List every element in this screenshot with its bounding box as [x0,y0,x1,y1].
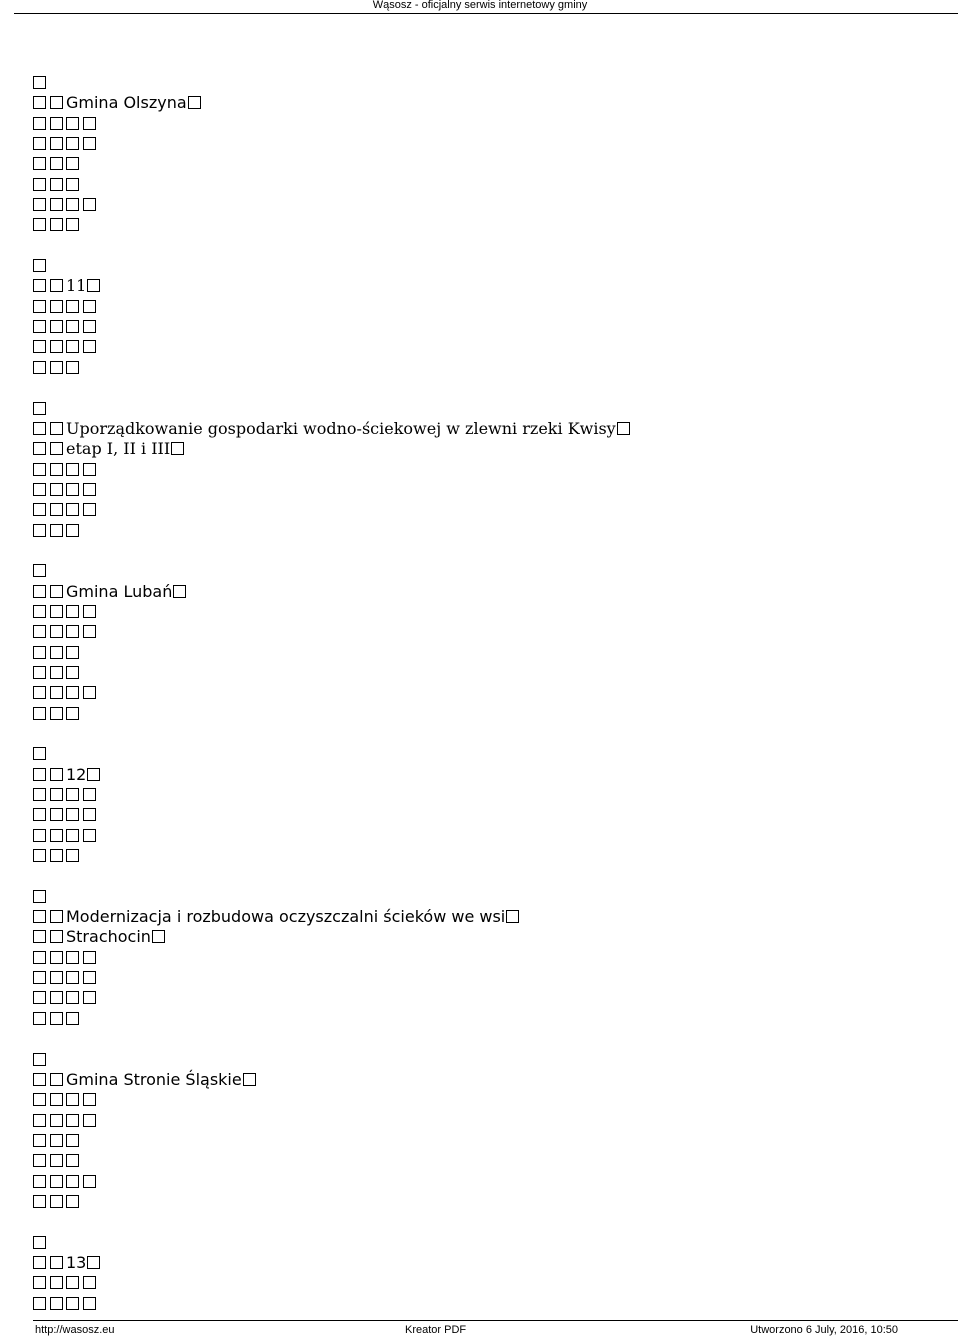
missing-glyph-icon [87,1256,100,1269]
document-line [33,1294,933,1314]
missing-glyph-icon [50,361,63,374]
missing-glyph-icon [33,361,46,374]
line-text: Gmina Olszyna [66,93,187,113]
missing-glyph-icon [50,300,63,313]
missing-glyph-icon [50,625,63,638]
missing-glyph-icon [66,178,79,191]
missing-glyph-icon [50,340,63,353]
blank-line [33,724,933,744]
missing-glyph-icon [66,1012,79,1025]
missing-glyph-icon [33,1195,46,1208]
missing-glyph-icon [33,1114,46,1127]
missing-glyph-icon [50,971,63,984]
missing-glyph-icon [33,218,46,231]
missing-glyph-icon [33,1012,46,1025]
document-line [33,154,933,174]
line-text: 11 [66,276,87,296]
blank-line [33,1212,933,1232]
missing-glyph-icon [617,422,630,435]
missing-glyph-icon [83,1093,96,1106]
document-line [33,1172,933,1192]
missing-glyph-icon [33,1093,46,1106]
missing-glyph-icon [33,971,46,984]
line-text: Gmina Lubań [66,581,173,601]
document-body [33,73,933,1314]
missing-glyph-icon [50,991,63,1004]
document-line [33,1070,933,1090]
missing-glyph-icon [33,524,46,537]
document-line [33,399,933,419]
missing-glyph-icon [66,361,79,374]
missing-glyph-icon [33,1256,46,1269]
missing-glyph-icon [33,96,46,109]
missing-glyph-icon [50,483,63,496]
line-text: 12 [66,764,87,784]
missing-glyph-icon [66,971,79,984]
document-line [33,948,933,968]
document-line [33,1050,933,1070]
missing-glyph-icon [50,1297,63,1310]
missing-glyph-icon [83,1276,96,1289]
missing-glyph-icon [33,503,46,516]
missing-glyph-icon [66,707,79,720]
document-line [33,1151,933,1171]
document-line [33,419,933,439]
missing-glyph-icon [66,1154,79,1167]
missing-glyph-icon [50,829,63,842]
missing-glyph-icon [66,991,79,1004]
missing-glyph-icon [83,1114,96,1127]
document-line [33,195,933,215]
missing-glyph-icon [33,951,46,964]
missing-glyph-icon [33,686,46,699]
missing-glyph-icon [33,808,46,821]
missing-glyph-icon [50,1195,63,1208]
missing-glyph-icon [50,910,63,923]
document-line [33,358,933,378]
missing-glyph-icon [83,829,96,842]
missing-glyph-icon [83,625,96,638]
footer-url: http://wasosz.eu [35,1324,115,1336]
missing-glyph-icon [50,1114,63,1127]
document-line [33,317,933,337]
missing-glyph-icon [33,930,46,943]
document-line [33,256,933,276]
missing-glyph-icon [50,96,63,109]
missing-glyph-icon [66,605,79,618]
missing-glyph-icon [33,157,46,170]
blank-line [33,541,933,561]
missing-glyph-icon [33,422,46,435]
document-line [33,887,933,907]
footer-created: Utworzono 6 July, 2016, 10:50 [750,1324,898,1336]
missing-glyph-icon [33,340,46,353]
missing-glyph-icon [66,686,79,699]
document-line [33,663,933,683]
header-divider [14,13,958,14]
document-line [33,846,933,866]
missing-glyph-icon [66,157,79,170]
blank-line [33,236,933,256]
missing-glyph-icon [33,707,46,720]
missing-glyph-icon [50,646,63,659]
missing-glyph-icon [83,503,96,516]
document-line [33,907,933,927]
missing-glyph-icon [50,198,63,211]
missing-glyph-icon [83,340,96,353]
missing-glyph-icon [83,788,96,801]
missing-glyph-icon [66,646,79,659]
footer-generator: Kreator PDF [405,1324,467,1336]
missing-glyph-icon [66,320,79,333]
missing-glyph-icon [66,788,79,801]
missing-glyph-icon [33,483,46,496]
missing-glyph-icon [66,625,79,638]
missing-glyph-icon [33,666,46,679]
missing-glyph-icon [83,971,96,984]
missing-glyph-icon [33,402,46,415]
missing-glyph-icon [50,788,63,801]
missing-glyph-icon [33,890,46,903]
missing-glyph-icon [83,605,96,618]
document-line [33,988,933,1008]
missing-glyph-icon [33,1297,46,1310]
document-line [33,643,933,663]
missing-glyph-icon [50,279,63,292]
missing-glyph-icon [50,808,63,821]
missing-glyph-icon [173,585,186,598]
missing-glyph-icon [83,463,96,476]
missing-glyph-icon [33,1236,46,1249]
missing-glyph-icon [33,625,46,638]
document-line [33,561,933,581]
document-line [33,927,933,947]
missing-glyph-icon [50,117,63,130]
missing-glyph-icon [83,320,96,333]
missing-glyph-icon [50,849,63,862]
missing-glyph-icon [50,605,63,618]
missing-glyph-icon [171,442,184,455]
missing-glyph-icon [66,483,79,496]
document-line [33,785,933,805]
missing-glyph-icon [50,137,63,150]
missing-glyph-icon [33,564,46,577]
document-line [33,1273,933,1293]
document-line [33,276,933,296]
missing-glyph-icon [50,951,63,964]
missing-glyph-icon [50,707,63,720]
line-text: 13 [66,1252,87,1272]
blank-line [33,866,933,886]
missing-glyph-icon [50,768,63,781]
missing-glyph-icon [83,686,96,699]
document-line [33,1233,933,1253]
document-line [33,1192,933,1212]
missing-glyph-icon [50,422,63,435]
missing-glyph-icon [66,340,79,353]
missing-glyph-icon [33,198,46,211]
missing-glyph-icon [50,178,63,191]
document-line [33,134,933,154]
missing-glyph-icon [33,605,46,618]
document-line [33,114,933,134]
line-text: Strachocin [66,927,151,947]
missing-glyph-icon [83,991,96,1004]
missing-glyph-icon [66,1093,79,1106]
missing-glyph-icon [243,1073,256,1086]
document-line [33,683,933,703]
missing-glyph-icon [50,442,63,455]
missing-glyph-icon [33,1073,46,1086]
missing-glyph-icon [33,1276,46,1289]
missing-glyph-icon [50,463,63,476]
blank-line [33,1029,933,1049]
missing-glyph-icon [50,1093,63,1106]
missing-glyph-icon [66,524,79,537]
page-header [0,0,960,14]
missing-glyph-icon [33,1175,46,1188]
missing-glyph-icon [33,178,46,191]
missing-glyph-icon [33,1053,46,1066]
missing-glyph-icon [50,157,63,170]
missing-glyph-icon [50,686,63,699]
document-line [33,602,933,622]
document-line [33,439,933,459]
document-line [33,582,933,602]
missing-glyph-icon [87,279,100,292]
document-line [33,1111,933,1131]
missing-glyph-icon [33,259,46,272]
document-line [33,175,933,195]
missing-glyph-icon [50,218,63,231]
document-line [33,297,933,317]
document-line [33,1009,933,1029]
missing-glyph-icon [33,747,46,760]
document-line [33,805,933,825]
missing-glyph-icon [83,951,96,964]
missing-glyph-icon [66,951,79,964]
missing-glyph-icon [66,463,79,476]
missing-glyph-icon [83,300,96,313]
document-line [33,73,933,93]
missing-glyph-icon [66,1195,79,1208]
line-text: etap I, II i III [66,439,171,459]
missing-glyph-icon [66,666,79,679]
document-line [33,968,933,988]
missing-glyph-icon [83,483,96,496]
line-text: Gmina Stronie Śląskie [66,1069,242,1089]
blank-line [33,378,933,398]
missing-glyph-icon [33,300,46,313]
missing-glyph-icon [66,1134,79,1147]
missing-glyph-icon [66,1114,79,1127]
missing-glyph-icon [33,788,46,801]
document-line [33,704,933,724]
missing-glyph-icon [66,198,79,211]
document-line [33,765,933,785]
missing-glyph-icon [188,96,201,109]
missing-glyph-icon [83,117,96,130]
missing-glyph-icon [33,442,46,455]
missing-glyph-icon [50,1175,63,1188]
missing-glyph-icon [83,808,96,821]
document-line [33,337,933,357]
missing-glyph-icon [50,524,63,537]
missing-glyph-icon [50,1154,63,1167]
missing-glyph-icon [83,198,96,211]
missing-glyph-icon [66,1175,79,1188]
missing-glyph-icon [50,930,63,943]
missing-glyph-icon [83,1175,96,1188]
missing-glyph-icon [66,808,79,821]
missing-glyph-icon [33,768,46,781]
missing-glyph-icon [50,1134,63,1147]
missing-glyph-icon [50,1073,63,1086]
document-line [33,1131,933,1151]
missing-glyph-icon [33,646,46,659]
missing-glyph-icon [33,117,46,130]
missing-glyph-icon [66,849,79,862]
missing-glyph-icon [83,137,96,150]
missing-glyph-icon [66,1297,79,1310]
document-line [33,480,933,500]
document-line [33,744,933,764]
missing-glyph-icon [87,768,100,781]
missing-glyph-icon [33,1134,46,1147]
document-line [33,500,933,520]
document-line [33,215,933,235]
header-title: Wąsosz - oficjalny serwis internetowy gminy [372,0,588,11]
document-line [33,1253,933,1273]
missing-glyph-icon [50,1256,63,1269]
page-footer [0,1320,960,1338]
missing-glyph-icon [33,585,46,598]
line-text: Uporządkowanie gospodarki wodno-ściekowej w zlewni rzeki Kwisy [66,418,616,438]
missing-glyph-icon [50,585,63,598]
footer-divider [33,1320,958,1321]
missing-glyph-icon [66,117,79,130]
missing-glyph-icon [33,991,46,1004]
document-line [33,521,933,541]
missing-glyph-icon [50,503,63,516]
document-line [33,1090,933,1110]
missing-glyph-icon [33,910,46,923]
missing-glyph-icon [66,137,79,150]
document-line [33,622,933,642]
document-line [33,460,933,480]
missing-glyph-icon [66,218,79,231]
missing-glyph-icon [33,279,46,292]
missing-glyph-icon [66,503,79,516]
missing-glyph-icon [66,300,79,313]
missing-glyph-icon [506,910,519,923]
missing-glyph-icon [33,137,46,150]
missing-glyph-icon [83,1297,96,1310]
missing-glyph-icon [50,1012,63,1025]
missing-glyph-icon [50,320,63,333]
missing-glyph-icon [33,463,46,476]
missing-glyph-icon [50,666,63,679]
missing-glyph-icon [33,1154,46,1167]
missing-glyph-icon [152,930,165,943]
document-line [33,93,933,113]
missing-glyph-icon [66,1276,79,1289]
missing-glyph-icon [66,829,79,842]
missing-glyph-icon [33,849,46,862]
missing-glyph-icon [33,76,46,89]
missing-glyph-icon [33,320,46,333]
line-text: Modernizacja i rozbudowa oczyszczalni ścieków we wsi [66,907,506,927]
missing-glyph-icon [50,1276,63,1289]
document-line [33,826,933,846]
missing-glyph-icon [33,829,46,842]
